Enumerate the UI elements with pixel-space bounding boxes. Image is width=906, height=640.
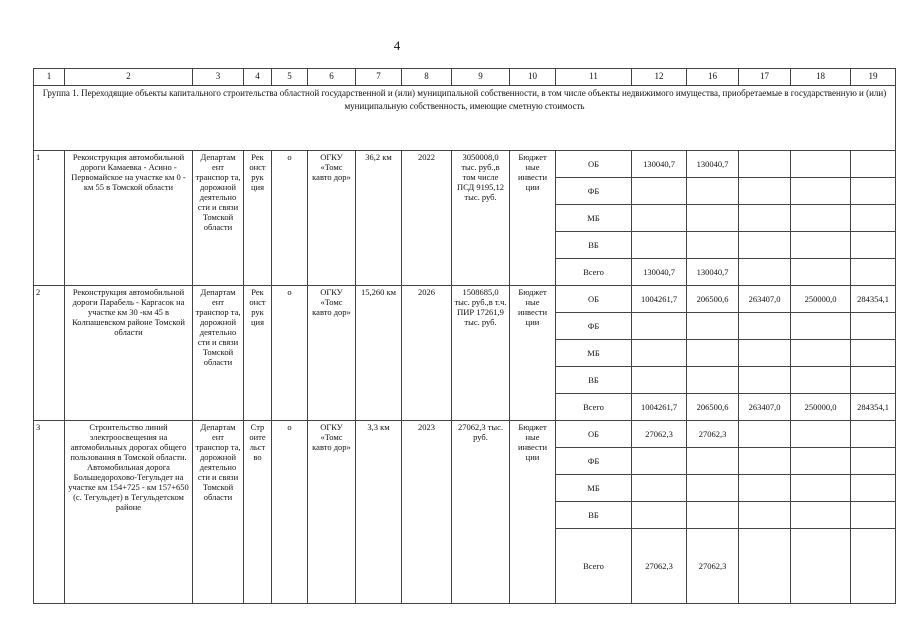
work-type: Рек онст рук ция: [244, 286, 272, 421]
investment-table: [33, 68, 896, 604]
group-title: Группа 1. Переходящие объекты капитального строительства областной государственной и (или) муниципальной собственности, в том числе объекты недвижимого имущества, приобретаемые в государственную и (или) муниципальную собственность, имеющие сметную стоимость: [34, 86, 896, 151]
amount-cell: [851, 340, 896, 367]
column-number: 18: [791, 69, 851, 86]
column-number: 5: [272, 69, 308, 86]
amount-cell: [791, 475, 851, 502]
amount-cell: [791, 232, 851, 259]
funding-source: ВБ: [556, 232, 632, 259]
column-number: 6: [308, 69, 356, 86]
amount-cell: [687, 205, 739, 232]
amount-cell: 263407,0: [739, 394, 791, 421]
column-number: 4: [244, 69, 272, 86]
amount-cell: [632, 340, 687, 367]
amount-cell: [739, 529, 791, 604]
amount-cell: [851, 178, 896, 205]
amount-cell: [851, 232, 896, 259]
amount-cell: [851, 421, 896, 448]
amount-cell: [632, 367, 687, 394]
funding-source: Всего: [556, 394, 632, 421]
amount-cell: 1004261,7: [632, 286, 687, 313]
table-row: [34, 421, 896, 448]
work-type: Стр оите льст во: [244, 421, 272, 604]
column-number: 7: [356, 69, 402, 86]
amount-cell: [791, 367, 851, 394]
customer: ОГКУ «Томс кавто дор»: [308, 421, 356, 604]
funding-source: Всего: [556, 259, 632, 286]
funding-source: ФБ: [556, 178, 632, 205]
amount-cell: [791, 178, 851, 205]
estimated-cost: 1508685,0 тыс. руб.,в т.ч. ПИР 17261,9 тыс. руб.: [452, 286, 510, 421]
amount-cell: [851, 475, 896, 502]
amount-cell: [791, 205, 851, 232]
amount-cell: 130040,7: [632, 151, 687, 178]
amount-cell: 250000,0: [791, 286, 851, 313]
amount-cell: [739, 448, 791, 475]
amount-cell: [632, 448, 687, 475]
amount-cell: [632, 205, 687, 232]
amount-cell: 27062,3: [632, 529, 687, 604]
amount-cell: 130040,7: [687, 151, 739, 178]
object-number: 3: [34, 421, 65, 604]
funding-source: ФБ: [556, 313, 632, 340]
amount-cell: [739, 178, 791, 205]
table-row: [34, 286, 896, 313]
amount-cell: [791, 340, 851, 367]
page-number: 4: [393, 38, 401, 53]
amount-cell: [739, 502, 791, 529]
table-row: [34, 151, 896, 178]
amount-cell: [687, 232, 739, 259]
amount-cell: 263407,0: [739, 286, 791, 313]
funding-source: ВБ: [556, 367, 632, 394]
amount-cell: [687, 367, 739, 394]
amount-cell: 284354,1: [851, 286, 896, 313]
estimated-cost: 27062,3 тыс. руб.: [452, 421, 510, 604]
amount-cell: [851, 502, 896, 529]
capacity: 3,3 км: [356, 421, 402, 604]
amount-cell: 1004261,7: [632, 394, 687, 421]
amount-cell: [791, 313, 851, 340]
amount-cell: [632, 475, 687, 502]
completion-year: 2026: [402, 286, 452, 421]
amount-cell: 250000,0: [791, 394, 851, 421]
amount-cell: [851, 448, 896, 475]
amount-cell: [687, 178, 739, 205]
completion-year: 2023: [402, 421, 452, 604]
capacity: 36,2 км: [356, 151, 402, 286]
amount-cell: 27062,3: [687, 529, 739, 604]
amount-cell: 130040,7: [687, 259, 739, 286]
column-number: 19: [851, 69, 896, 86]
column-number: 10: [510, 69, 556, 86]
group-row: [34, 86, 896, 151]
object-name: Реконструкция автомобильной дороги Парабель - Каргасок на участке км 30 -км 45 в Колпашевском районе Томской области: [65, 286, 193, 421]
amount-cell: [791, 502, 851, 529]
column-number: 3: [193, 69, 244, 86]
amount-cell: [632, 502, 687, 529]
amount-cell: [791, 421, 851, 448]
funding-source: МБ: [556, 205, 632, 232]
column-number: 11: [556, 69, 632, 86]
ownership-mark: о: [272, 286, 308, 421]
department: Департам ент транспор та, дорожной деятельно сти и связи Томской области: [193, 286, 244, 421]
amount-cell: [739, 313, 791, 340]
amount-cell: [687, 502, 739, 529]
amount-cell: [851, 529, 896, 604]
amount-cell: [739, 205, 791, 232]
amount-cell: [739, 340, 791, 367]
column-number: 9: [452, 69, 510, 86]
column-number: 2: [65, 69, 193, 86]
amount-cell: [739, 475, 791, 502]
completion-year: 2022: [402, 151, 452, 286]
amount-cell: [791, 151, 851, 178]
amount-cell: [791, 529, 851, 604]
amount-cell: [632, 232, 687, 259]
capacity: 15,260 км: [356, 286, 402, 421]
amount-cell: 27062,3: [687, 421, 739, 448]
column-number-row: [34, 69, 896, 86]
amount-cell: [851, 151, 896, 178]
funding-source: Всего: [556, 529, 632, 604]
amount-cell: [687, 448, 739, 475]
amount-cell: 27062,3: [632, 421, 687, 448]
amount-cell: [851, 259, 896, 286]
column-number: 12: [632, 69, 687, 86]
amount-cell: [632, 178, 687, 205]
object-number: 1: [34, 151, 65, 286]
ownership-mark: о: [272, 421, 308, 604]
amount-cell: [851, 205, 896, 232]
investment-type: Бюджет ные инвести ции: [510, 151, 556, 286]
amount-cell: [739, 259, 791, 286]
work-type: Рек онст рук ция: [244, 151, 272, 286]
funding-source: ФБ: [556, 448, 632, 475]
amount-cell: [739, 232, 791, 259]
amount-cell: [851, 367, 896, 394]
funding-source: ВБ: [556, 502, 632, 529]
column-number: 16: [687, 69, 739, 86]
amount-cell: 130040,7: [632, 259, 687, 286]
ownership-mark: о: [272, 151, 308, 286]
amount-cell: [791, 448, 851, 475]
funding-source: МБ: [556, 340, 632, 367]
amount-cell: 284354,1: [851, 394, 896, 421]
amount-cell: [851, 313, 896, 340]
amount-cell: [739, 151, 791, 178]
object-name: Строительство линий электроосвещения на автомобильных дорогах общего пользования в Томской области. Автомобильная дорога Большедорохово-Тегульдет на участке км 154+725 - км 157+650 (с. Тегульдет) в Тегульдетском районе: [65, 421, 193, 604]
funding-source: ОБ: [556, 286, 632, 313]
amount-cell: [739, 367, 791, 394]
column-number: 1: [34, 69, 65, 86]
amount-cell: [739, 421, 791, 448]
department: Департам ент транспор та, дорожной деятельно сти и связи Томской области: [193, 151, 244, 286]
investment-type: Бюджет ные инвести ции: [510, 286, 556, 421]
amount-cell: [687, 475, 739, 502]
column-number: 8: [402, 69, 452, 86]
customer: ОГКУ «Томс кавто дор»: [308, 151, 356, 286]
amount-cell: [687, 340, 739, 367]
investment-type: Бюджет ные инвести ции: [510, 421, 556, 604]
customer: ОГКУ «Томс кавто дор»: [308, 286, 356, 421]
object-name: Реконструкция автомобильной дороги Камаевка - Асино - Первомайское на участке км 0 - км 55 в Томской области: [65, 151, 193, 286]
amount-cell: [687, 313, 739, 340]
funding-source: ОБ: [556, 151, 632, 178]
amount-cell: 206500,6: [687, 394, 739, 421]
amount-cell: [632, 313, 687, 340]
funding-source: МБ: [556, 475, 632, 502]
amount-cell: 206500,6: [687, 286, 739, 313]
funding-source: ОБ: [556, 421, 632, 448]
estimated-cost: 3050008,0 тыс. руб.,в том числе ПСД 9195,12 тыс. руб.: [452, 151, 510, 286]
amount-cell: [791, 259, 851, 286]
department: Департам ент транспор та, дорожной деятельно сти и связи Томской области: [193, 421, 244, 604]
object-number: 2: [34, 286, 65, 421]
column-number: 17: [739, 69, 791, 86]
